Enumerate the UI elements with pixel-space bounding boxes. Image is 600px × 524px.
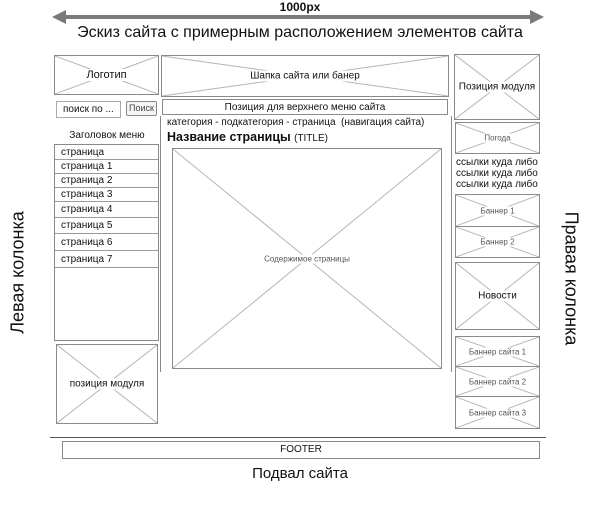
link-item[interactable]: ссылки куда либо xyxy=(456,179,538,190)
menu-item[interactable]: страница 7 xyxy=(55,251,158,268)
search-button[interactable]: Поиск xyxy=(126,101,157,116)
menu-item[interactable]: страница 1 xyxy=(55,159,158,174)
weather-label: Погода xyxy=(481,134,513,143)
menu-title: Заголовок меню xyxy=(69,130,145,141)
search-placeholder: поиск по ... xyxy=(63,104,114,115)
menu-item[interactable]: страница 4 xyxy=(55,202,158,218)
footer-bar xyxy=(62,441,540,459)
header-banner-placeholder xyxy=(161,55,449,97)
left-module-placeholder xyxy=(56,344,158,424)
diagram-title: Эскиз сайта с примерным расположением элементов сайта xyxy=(77,24,523,41)
page-content-placeholder xyxy=(172,148,442,369)
left-module-label: позиция модуля xyxy=(67,379,148,390)
header-banner-label: Шапка сайта или банер xyxy=(247,71,363,82)
page-title: Название страницы (TITLE) xyxy=(167,130,328,144)
right-column-label: Правая колонка xyxy=(561,211,582,346)
weather-placeholder xyxy=(455,122,540,154)
link-item[interactable]: ссылки куда либо xyxy=(456,168,538,179)
page-content-label: Содержимое страницы xyxy=(261,254,353,263)
breadcrumb[interactable]: категория - подкатегория - страница (навигация сайта) xyxy=(167,117,425,128)
site-banner-2-placeholder[interactable]: Баннер сайта 2 xyxy=(455,366,540,397)
news-label: Новости xyxy=(475,291,520,302)
banner-2-placeholder[interactable]: Баннер 2 xyxy=(455,226,540,258)
right-column-frame xyxy=(451,122,452,372)
left-column-label: Левая колонка xyxy=(7,211,28,334)
search-input[interactable] xyxy=(56,101,121,118)
footer-divider xyxy=(50,437,546,438)
footer-label: FOOTER xyxy=(280,444,322,455)
link-item[interactable]: ссылки куда либо xyxy=(456,157,538,168)
width-label: 1000px xyxy=(279,0,321,14)
site-banner-3-placeholder[interactable]: Баннер сайта 3 xyxy=(455,396,540,429)
news-placeholder xyxy=(455,262,540,330)
logo-label: Логотип xyxy=(83,69,129,81)
logo-placeholder xyxy=(54,55,159,95)
menu-item[interactable]: страница xyxy=(55,145,158,160)
menu-item[interactable]: страница 6 xyxy=(55,234,158,251)
left-menu xyxy=(54,144,159,341)
menu-item[interactable]: страница 5 xyxy=(55,218,158,234)
footer-caption: Подвал сайта xyxy=(252,465,348,482)
menu-item[interactable]: страница 2 xyxy=(55,173,158,188)
site-banner-1-placeholder[interactable]: Баннер сайта 1 xyxy=(455,336,540,367)
banner-1-placeholder[interactable]: Баннер 1 xyxy=(455,194,540,227)
links-list xyxy=(456,157,538,190)
right-module-label: Позиция модуля xyxy=(456,82,538,93)
top-menu-bar[interactable]: Позиция для верхнего меню сайта xyxy=(162,99,448,115)
right-module-placeholder xyxy=(454,54,540,120)
menu-item[interactable]: страница 3 xyxy=(55,187,158,202)
